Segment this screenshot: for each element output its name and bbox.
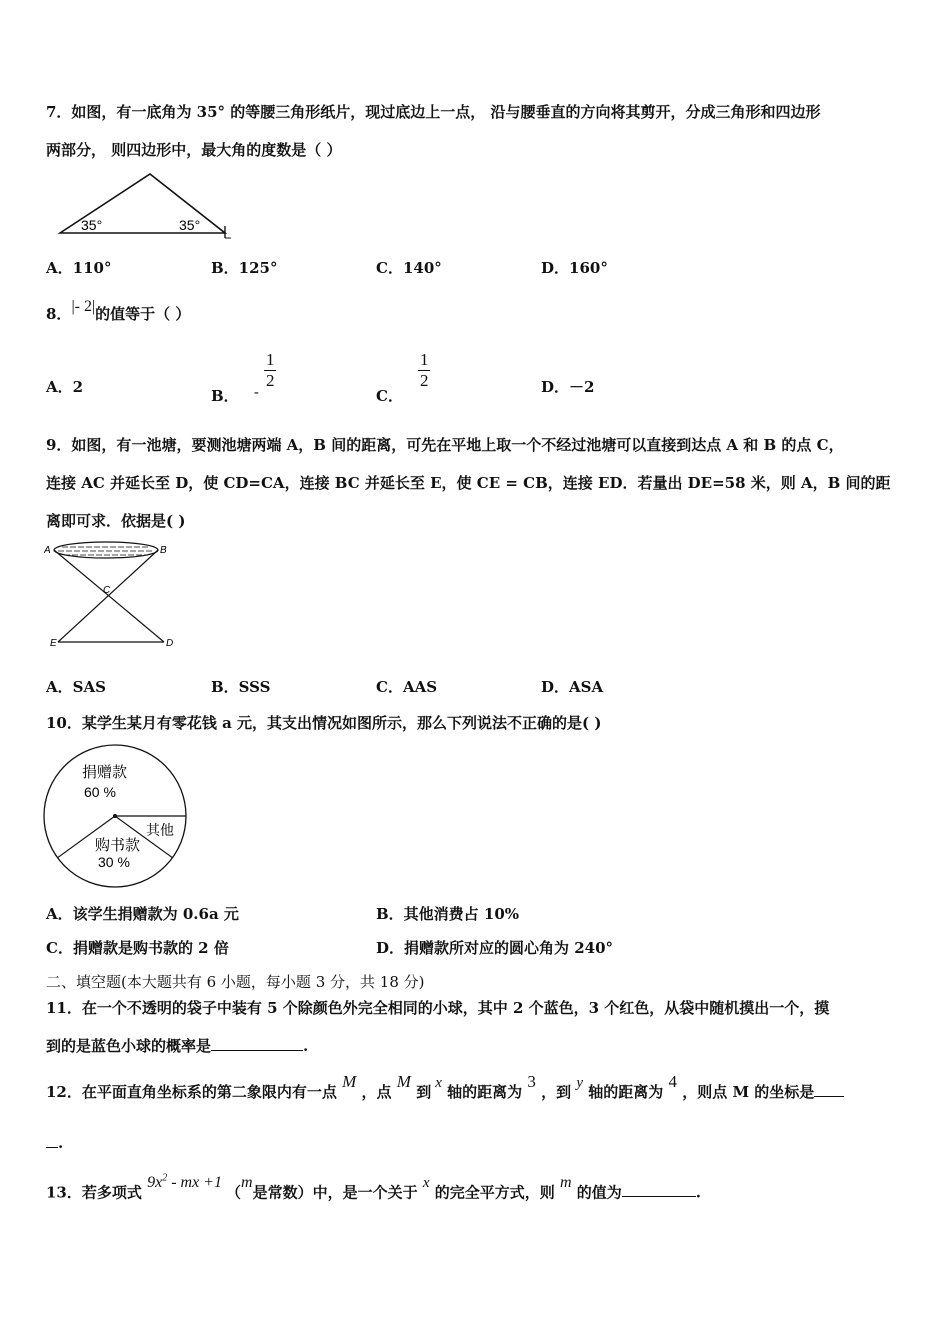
- q13-text-3: 是常数）中，是一个关于: [252, 1183, 418, 1202]
- q13-answer-blank[interactable]: [622, 1196, 696, 1197]
- q9-option-c[interactable]: C．AAS: [376, 678, 438, 696]
- q13-text-4: 的完全平方式，则: [434, 1183, 555, 1202]
- q9-option-b[interactable]: B．SSS: [211, 678, 271, 696]
- q12-answer-blank[interactable]: [814, 1096, 844, 1097]
- q8-option-c-denominator: 2: [419, 371, 429, 390]
- q11-line2: [46, 1036, 308, 1056]
- q12-var-m2: M: [396, 1072, 411, 1091]
- q7-option-c[interactable]: C．140°: [376, 259, 442, 277]
- q9-line3: 离即可求．依据是( ): [46, 512, 186, 530]
- q9-point-b: B: [160, 545, 167, 556]
- q8-option-c-label: C．: [376, 386, 403, 405]
- q7-option-b[interactable]: B．125°: [211, 259, 278, 277]
- q8-option-c-numerator: 1: [419, 350, 429, 369]
- q13-poly-part-a: 9x: [147, 1174, 163, 1192]
- q7-line1: 7．如图，有一底角为 35° 的等腰三角形纸片，现过底边上一点， 沿与腰垂直的方向将其剪开，分成三角形和四边形: [46, 103, 821, 121]
- q10-option-b[interactable]: B．其他消费占 10%: [376, 905, 520, 923]
- q11-line2-end: .: [303, 1037, 309, 1055]
- q13-polynomial: [147, 1174, 226, 1191]
- q13-line-end: .: [695, 1183, 702, 1202]
- q8-option-b-fraction: [264, 351, 276, 390]
- q13-poly-exponent: 2: [162, 1173, 168, 1184]
- q12-line2: [46, 1133, 63, 1153]
- q12-num-3: 3: [527, 1072, 536, 1091]
- q11-line2-text: 到的是蓝色小球的概率是: [46, 1037, 212, 1055]
- section-2-title: 二、填空题(本大题共有 6 小题，每小题 3 分，共 18 分): [46, 973, 425, 991]
- q8-option-c[interactable]: [376, 350, 430, 405]
- q12-num-4: 4: [668, 1072, 677, 1091]
- q7-angle-left-label: 35°: [81, 217, 103, 233]
- q10-donation-label: 捐赠款: [82, 764, 128, 781]
- q13-text-1: 13．若多项式: [46, 1183, 142, 1202]
- q12-var-m1: M: [342, 1072, 357, 1091]
- q13-line1: [46, 1173, 702, 1203]
- q8-tail: 的值等于（ ）: [95, 305, 191, 323]
- q13-var-m1: m: [241, 1174, 253, 1192]
- q12-text-6: 轴的距离为: [588, 1083, 664, 1101]
- q8-option-b-sign: -: [253, 382, 259, 401]
- q9-pond-figure: [44, 538, 184, 653]
- q12-var-x: x: [435, 1075, 442, 1091]
- q12-text-4: 轴的距离为: [447, 1083, 523, 1101]
- q11-line1: 11．在一个不透明的袋子中装有 5 个除颜色外完全相同的小球，其中 2 个蓝色，3 个红色，从袋中随机摸出一个，摸: [46, 999, 830, 1017]
- q7-angle-right-label: 35°: [179, 217, 201, 233]
- q8-number: 8．: [46, 305, 72, 323]
- q9-point-d: D: [166, 638, 174, 649]
- q7-triangle-figure: [55, 168, 245, 243]
- q13-var-x: x: [422, 1175, 430, 1192]
- q9-point-e: E: [50, 638, 57, 649]
- q10-option-d[interactable]: D．捐赠款所对应的圆心角为 240°: [376, 939, 614, 957]
- q10-pie-chart: [42, 743, 192, 893]
- q8-option-b[interactable]: [211, 350, 276, 405]
- q7-option-a[interactable]: A．110°: [46, 259, 112, 277]
- q9-option-d[interactable]: D．ASA: [541, 678, 604, 696]
- q10-books-pct: 30 %: [98, 854, 130, 870]
- q13-var-m2: m: [559, 1174, 572, 1192]
- q10-option-c[interactable]: C．捐赠款是购书款的 2 倍: [46, 939, 229, 957]
- q12-text-2: ，点: [361, 1083, 392, 1101]
- q12-text-1: 12．在平面直角坐标系的第二象限内有一点: [46, 1083, 337, 1101]
- q11-answer-blank[interactable]: [211, 1050, 303, 1051]
- q12-var-y: y: [576, 1075, 584, 1091]
- q9-point-a: A: [44, 545, 51, 556]
- q12-line1: [46, 1072, 844, 1103]
- q10-donation-pct: 60 %: [84, 784, 116, 800]
- q12-text-7: ，则点 M 的坐标是: [682, 1083, 815, 1101]
- q10-other-label: 其他: [146, 822, 174, 838]
- q9-line2: 连接 AC 并延长至 D，使 CD=CA，连接 BC 并延长至 E，使 CE = CB，连接 ED．若量出 DE=58 米，则 A，B 间的距: [46, 474, 891, 492]
- q8-option-c-fraction: [418, 351, 430, 390]
- q13-poly-part-b: - mx +1: [171, 1174, 222, 1192]
- q9-point-c: C: [103, 585, 111, 596]
- q8-option-b-label: B．: [211, 386, 239, 405]
- q8-option-d[interactable]: D．－2: [541, 378, 595, 396]
- q10-line1: 10．某学生某月有零花钱 a 元，其支出情况如图所示，那么下列说法不正确的是( ): [46, 714, 602, 732]
- q8-abs-expression: |- 2|: [71, 298, 96, 315]
- q10-books-label: 购书款: [95, 837, 141, 854]
- q8-option-b-denominator: 2: [265, 371, 275, 390]
- q12-answer-blank-cont[interactable]: [46, 1147, 58, 1148]
- q13-text-5: 的值为: [576, 1183, 622, 1202]
- q12-text-3: 到: [416, 1083, 432, 1101]
- q8-option-b-numerator: 1: [265, 350, 275, 369]
- q10-option-a[interactable]: A．该学生捐赠款为 0.6a 元: [46, 905, 239, 923]
- q13-text-2: （: [226, 1183, 242, 1202]
- q8-line: [46, 298, 191, 325]
- q12-text-5: ，到: [541, 1083, 572, 1101]
- q8-option-a[interactable]: A．2: [46, 378, 84, 396]
- q7-line2: 两部分， 则四边形中，最大角的度数是（ ）: [46, 141, 342, 159]
- q9-option-a[interactable]: A．SAS: [46, 678, 106, 696]
- q12-line2-end: .: [58, 1134, 64, 1152]
- q7-option-d[interactable]: D．160°: [541, 259, 608, 277]
- q9-line1: 9．如图，有一池塘，要测池塘两端 A，B 间的距离，可先在平地上取一个不经过池塘可以直接到达点 A 和 B 的点 C，: [46, 436, 844, 454]
